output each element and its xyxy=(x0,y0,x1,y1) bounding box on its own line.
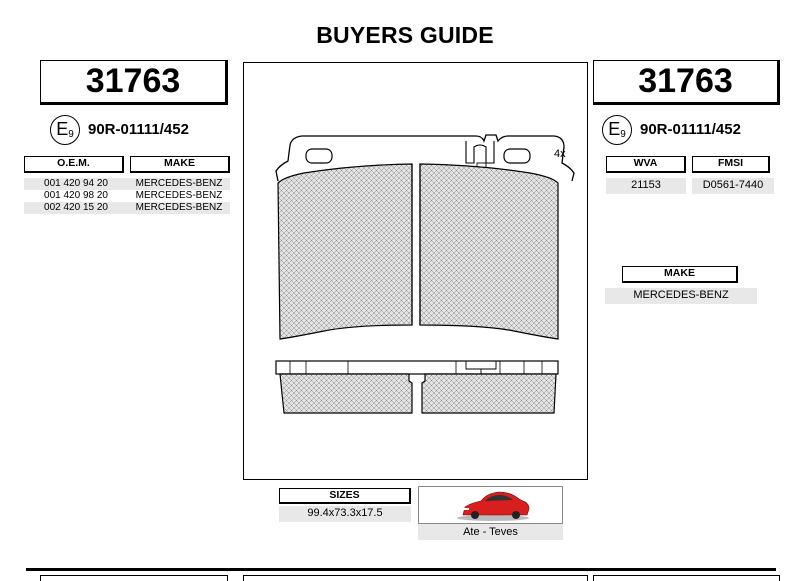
pad-drawing-frame xyxy=(243,62,588,480)
part-number-box-left: 31763 xyxy=(40,60,228,105)
brake-pad-drawing xyxy=(244,63,586,478)
page-title: BUYERS GUIDE xyxy=(316,22,494,48)
oem-cell: 002 420 15 20 xyxy=(24,202,128,214)
make-cell: MERCEDES-BENZ xyxy=(128,178,230,190)
make-cell: MERCEDES-BENZ xyxy=(128,190,230,202)
photo-caption: Ate - Teves xyxy=(418,524,563,540)
e-mark-icon xyxy=(602,115,632,145)
make-header: MAKE xyxy=(130,156,230,173)
table-row xyxy=(24,178,230,190)
e-mark-sub: 9 xyxy=(620,129,626,140)
e-mark-symbol: E xyxy=(608,119,621,139)
left-slot xyxy=(306,149,332,163)
right-slot xyxy=(504,149,530,163)
oem-header: O.E.M. xyxy=(24,156,124,173)
fmsi-header: FMSI xyxy=(692,156,770,173)
next-part-box-right xyxy=(593,575,780,581)
friction-right xyxy=(420,164,558,339)
table-row xyxy=(24,202,230,214)
next-part-box-left xyxy=(40,575,228,581)
next-drawing-frame xyxy=(243,575,588,581)
table-row xyxy=(24,190,230,202)
part-number-box-right: 31763 xyxy=(593,60,780,105)
approval-number-right: 90R-01111/452 xyxy=(640,121,741,138)
section-divider xyxy=(26,568,776,571)
clip xyxy=(466,141,494,163)
side-friction-left xyxy=(280,374,412,413)
vehicle-make-value: MERCEDES-BENZ xyxy=(605,288,757,304)
e-mark-icon xyxy=(50,115,80,145)
vehicle-photo xyxy=(418,486,563,524)
vehicle-make-header: MAKE xyxy=(622,266,738,283)
friction-left xyxy=(278,164,412,339)
e-mark-symbol: E xyxy=(56,119,69,139)
wva-header: WVA xyxy=(606,156,686,173)
quantity-label: 4x xyxy=(554,148,566,160)
fmsi-value: D0561-7440 xyxy=(692,178,774,194)
car-image xyxy=(419,487,562,523)
side-backing-plate xyxy=(276,361,558,374)
side-friction-right xyxy=(422,374,556,413)
oem-cell: 001 420 98 20 xyxy=(24,190,128,202)
e-mark-sub: 9 xyxy=(68,129,74,140)
wva-value: 21153 xyxy=(606,178,686,194)
make-cell: MERCEDES-BENZ xyxy=(128,202,230,214)
oem-cell: 001 420 94 20 xyxy=(24,178,128,190)
approval-number-left: 90R-01111/452 xyxy=(88,121,189,138)
sizes-header: SIZES xyxy=(279,488,411,504)
oem-table-body xyxy=(24,178,230,214)
sizes-value: 99.4x73.3x17.5 xyxy=(279,506,411,522)
